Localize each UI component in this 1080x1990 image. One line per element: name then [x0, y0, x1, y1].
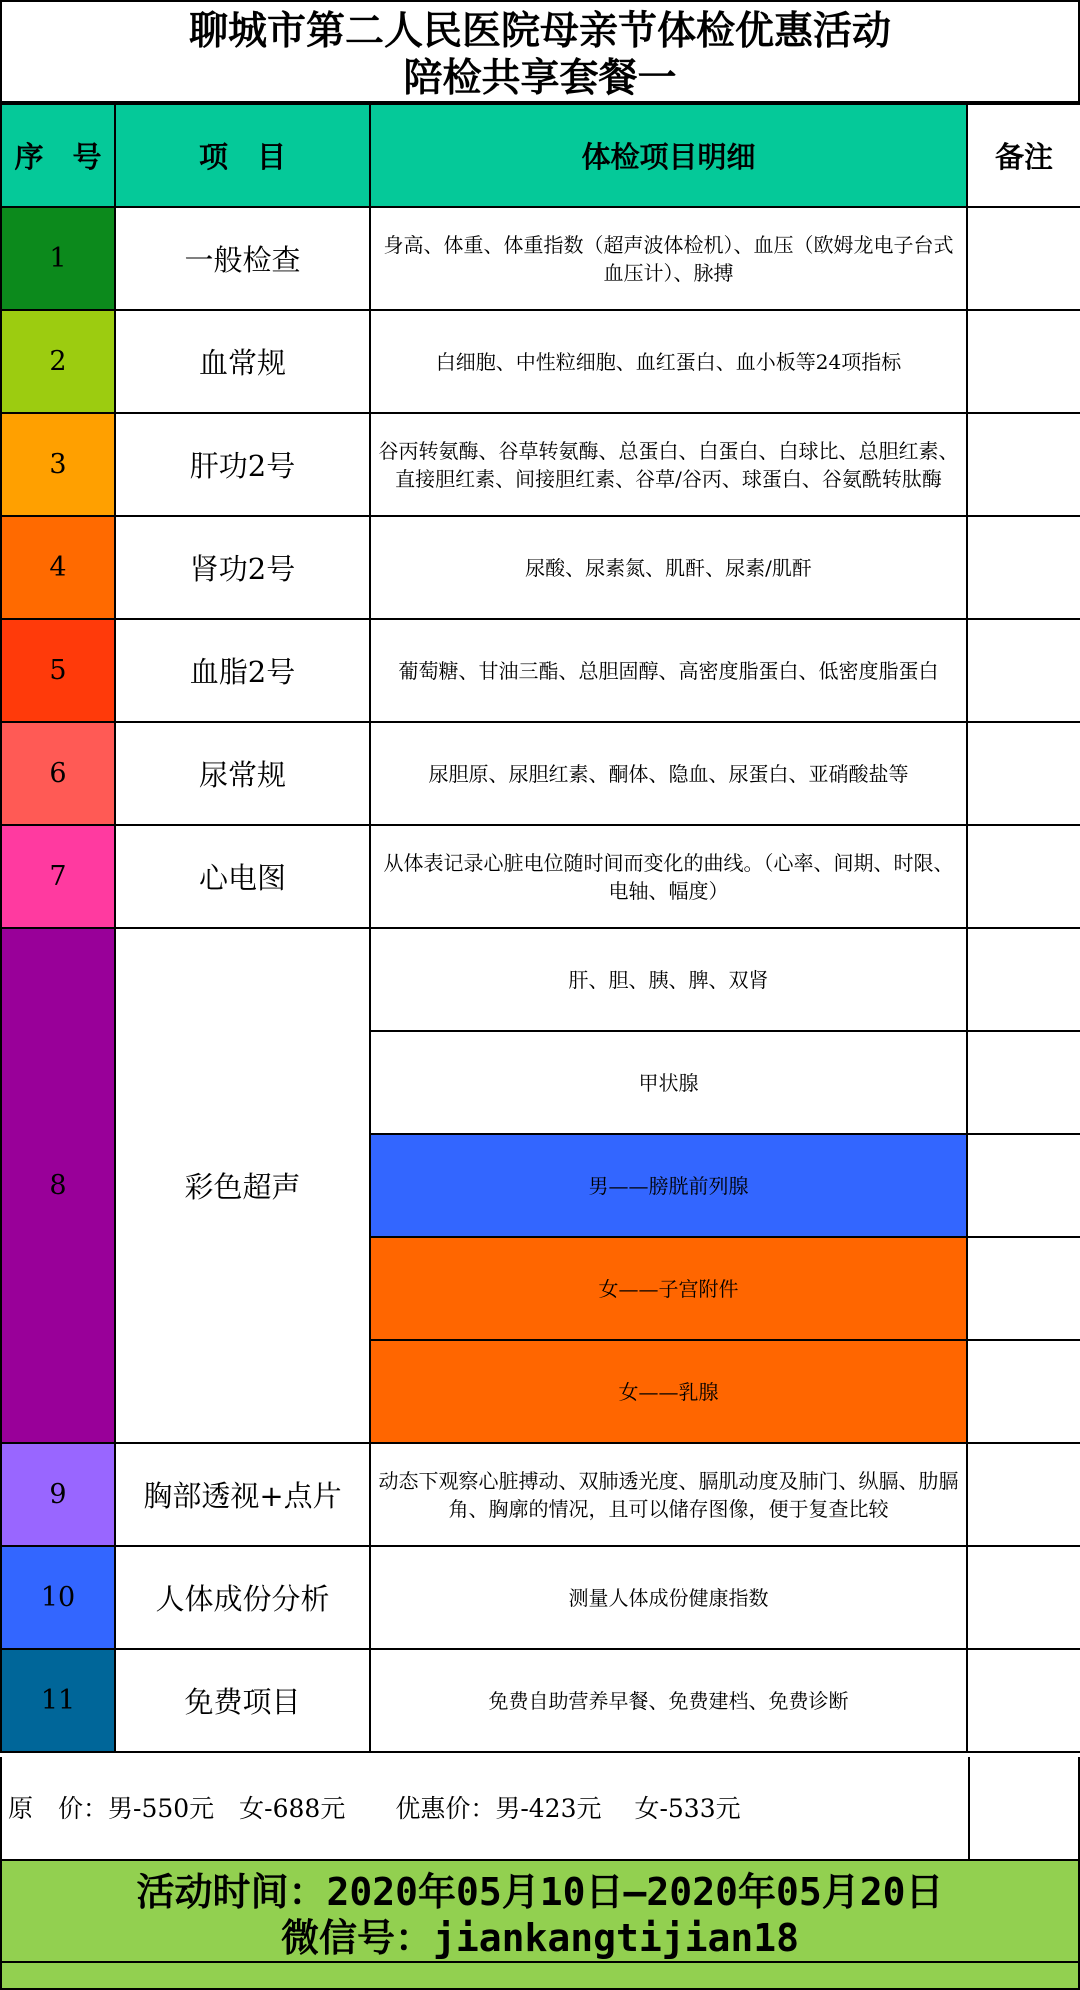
row-number: 11 — [1, 1649, 115, 1752]
row-number: 8 — [1, 928, 115, 1443]
row-note — [967, 207, 1080, 310]
row-item: 胸部透视+点片 — [115, 1443, 370, 1546]
table-row — [1, 413, 1080, 516]
row-detail: 肝、胆、胰、脾、双肾 — [370, 928, 967, 1031]
table-row — [1, 722, 1080, 825]
table-row — [1, 1546, 1080, 1649]
row-detail: 女——乳腺 — [370, 1340, 967, 1443]
row-number: 3 — [1, 413, 115, 516]
row-item: 血常规 — [115, 310, 370, 413]
row-detail: 女——子宫附件 — [370, 1237, 967, 1340]
header-note: 备注 — [967, 104, 1080, 207]
row-detail: 男——膀胱前列腺 — [370, 1134, 967, 1237]
row-detail: 身高、体重、体重指数（超声波体检机）、血压（欧姆龙电子台式血压计）、脉搏 — [370, 207, 967, 310]
row-item: 免费项目 — [115, 1649, 370, 1752]
table-row — [1, 207, 1080, 310]
table-row — [1, 1443, 1080, 1546]
row-note — [967, 413, 1080, 516]
page-subtitle: 陪检共享套餐一 — [403, 56, 677, 101]
row-detail: 从体表记录心脏电位随时间而变化的曲线。（心率、间期、时限、电轴、幅度） — [370, 825, 967, 928]
table-row — [1, 928, 1080, 1031]
page-title: 聊城市第二人民医院母亲节体检优惠活动 — [188, 9, 891, 54]
row-item: 人体成份分析 — [115, 1546, 370, 1649]
row-number: 6 — [1, 722, 115, 825]
price-divider — [968, 1757, 970, 1861]
activity-time: 活动时间：2020年05月10日—2020年05月20日 — [136, 1870, 944, 1914]
row-item: 血脂2号 — [115, 619, 370, 722]
header-item: 项 目 — [115, 104, 370, 207]
table-row — [1, 825, 1080, 928]
row-note — [967, 516, 1080, 619]
row-detail: 尿酸、尿素氮、肌酐、尿素/肌酐 — [370, 516, 967, 619]
row-note — [967, 1237, 1080, 1340]
row-item: 一般检查 — [115, 207, 370, 310]
row-detail: 葡萄糖、甘油三酯、总胆固醇、高密度脂蛋白、低密度脂蛋白 — [370, 619, 967, 722]
title-block — [0, 0, 1080, 103]
row-note — [967, 1031, 1080, 1134]
row-number: 4 — [1, 516, 115, 619]
row-number: 10 — [1, 1546, 115, 1649]
row-number: 7 — [1, 825, 115, 928]
price-row — [0, 1757, 1080, 1861]
row-note — [967, 1443, 1080, 1546]
footer-divider — [2, 1961, 1080, 1963]
row-detail: 白细胞、中性粒细胞、血红蛋白、血小板等24项指标 — [370, 310, 967, 413]
row-note — [967, 722, 1080, 825]
row-note — [967, 1546, 1080, 1649]
row-number: 1 — [1, 207, 115, 310]
table-header-row — [1, 104, 1080, 207]
row-detail: 谷丙转氨酶、谷草转氨酶、总蛋白、白蛋白、白球比、总胆红素、直接胆红素、间接胆红素、谷草/谷丙、球蛋白、谷氨酰转肽酶 — [370, 413, 967, 516]
wechat-id: 微信号：jiankangtijian18 — [280, 1916, 800, 1960]
row-note — [967, 1134, 1080, 1237]
price-text: 原 价：男-550元 女-688元 优惠价：男-423元 女-533元 — [8, 1794, 741, 1823]
row-note — [967, 825, 1080, 928]
row-note — [967, 928, 1080, 1031]
header-detail: 体检项目明细 — [370, 104, 967, 207]
row-item: 彩色超声 — [115, 928, 370, 1443]
row-note — [967, 310, 1080, 413]
row-detail: 测量人体成份健康指数 — [370, 1546, 967, 1649]
row-item: 心电图 — [115, 825, 370, 928]
row-detail: 免费自助营养早餐、免费建档、免费诊断 — [370, 1649, 967, 1752]
footer-banner — [0, 1861, 1080, 1990]
table-row — [1, 516, 1080, 619]
table-row — [1, 310, 1080, 413]
row-note — [967, 1340, 1080, 1443]
row-detail: 甲状腺 — [370, 1031, 967, 1134]
row-number: 9 — [1, 1443, 115, 1546]
row-detail: 尿胆原、尿胆红素、酮体、隐血、尿蛋白、亚硝酸盐等 — [370, 722, 967, 825]
row-item: 肝功2号 — [115, 413, 370, 516]
header-num: 序 号 — [1, 104, 115, 207]
row-number: 2 — [1, 310, 115, 413]
table-row — [1, 619, 1080, 722]
table-row — [1, 1649, 1080, 1752]
row-item: 肾功2号 — [115, 516, 370, 619]
checkup-table — [0, 103, 1080, 1753]
row-item: 尿常规 — [115, 722, 370, 825]
row-note — [967, 1649, 1080, 1752]
row-number: 5 — [1, 619, 115, 722]
row-detail: 动态下观察心脏搏动、双肺透光度、膈肌动度及肺门、纵膈、肋膈角、胸廓的情况，且可以储存图像，便于复查比较 — [370, 1443, 967, 1546]
row-note — [967, 619, 1080, 722]
